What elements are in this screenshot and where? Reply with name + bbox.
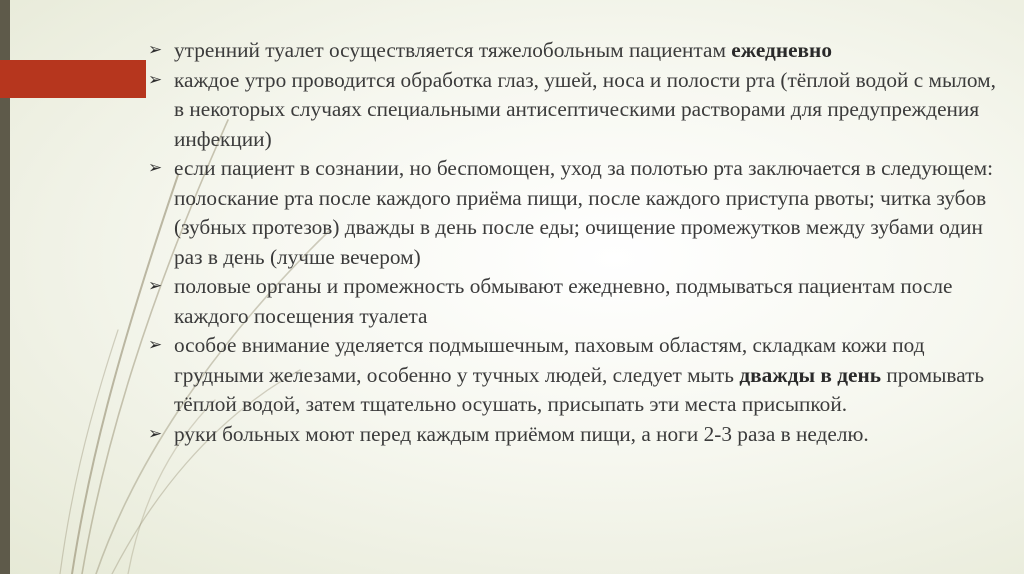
bullet-list bbox=[146, 36, 1001, 449]
bullet-text: промывать тёплой водой, затем тщательно осушать, присыпать эти места присыпкой. bbox=[174, 362, 985, 416]
bullet-item bbox=[146, 331, 1001, 420]
emphasized-text: дважды в день bbox=[739, 362, 882, 387]
bullet-text: если пациент в сознании, но беспомощен, уход за полотью рта заключается в следующем: полоскание рта после каждого приёма пищи, после каждого приступа рвоты; читка зубов (зубных протезов) дважды в день после еды; очищение промежутков между зубами один раз в день (лучше вечером) bbox=[174, 156, 994, 269]
arrowhead-bullet-icon: ➢ bbox=[148, 335, 163, 355]
arrowhead-bullet-icon: ➢ bbox=[148, 69, 163, 90]
bullet-item bbox=[146, 36, 1001, 66]
bullet-text: половые органы и промежность обмывают ежедневно, подмываться пациентам после каждого посещения туалета bbox=[174, 274, 953, 328]
bullet-text: особое внимание уделяется подмышечным, паховым областям, складкам кожи под грудными железами, особенно у тучных людей, следует мыть bbox=[174, 333, 925, 387]
bullet-text: утренний туалет осуществляется тяжелобольным пациентам bbox=[174, 38, 732, 62]
bullet-item bbox=[146, 420, 1001, 450]
bullet-text: каждое утро проводится обработка глаз, ушей, носа и полости рта (тёплой водой с мылом, в некоторых случаях специальными антисептическими растворами для предупреждения инфекции) bbox=[174, 67, 996, 151]
arrowhead-bullet-icon: ➢ bbox=[148, 40, 163, 60]
bullet-text: руки больных моют перед каждым приёмом пищи, а ноги 2-3 раза в неделю. bbox=[174, 421, 869, 446]
arrowhead-bullet-icon: ➢ bbox=[148, 276, 163, 296]
arrowhead-bullet-icon: ➢ bbox=[148, 423, 163, 444]
bullet-item bbox=[146, 272, 1001, 331]
arrowhead-bullet-icon: ➢ bbox=[148, 158, 163, 178]
bullet-item bbox=[146, 66, 1001, 155]
bullet-item bbox=[146, 154, 1001, 272]
emphasized-text: ежедневно bbox=[731, 38, 832, 62]
